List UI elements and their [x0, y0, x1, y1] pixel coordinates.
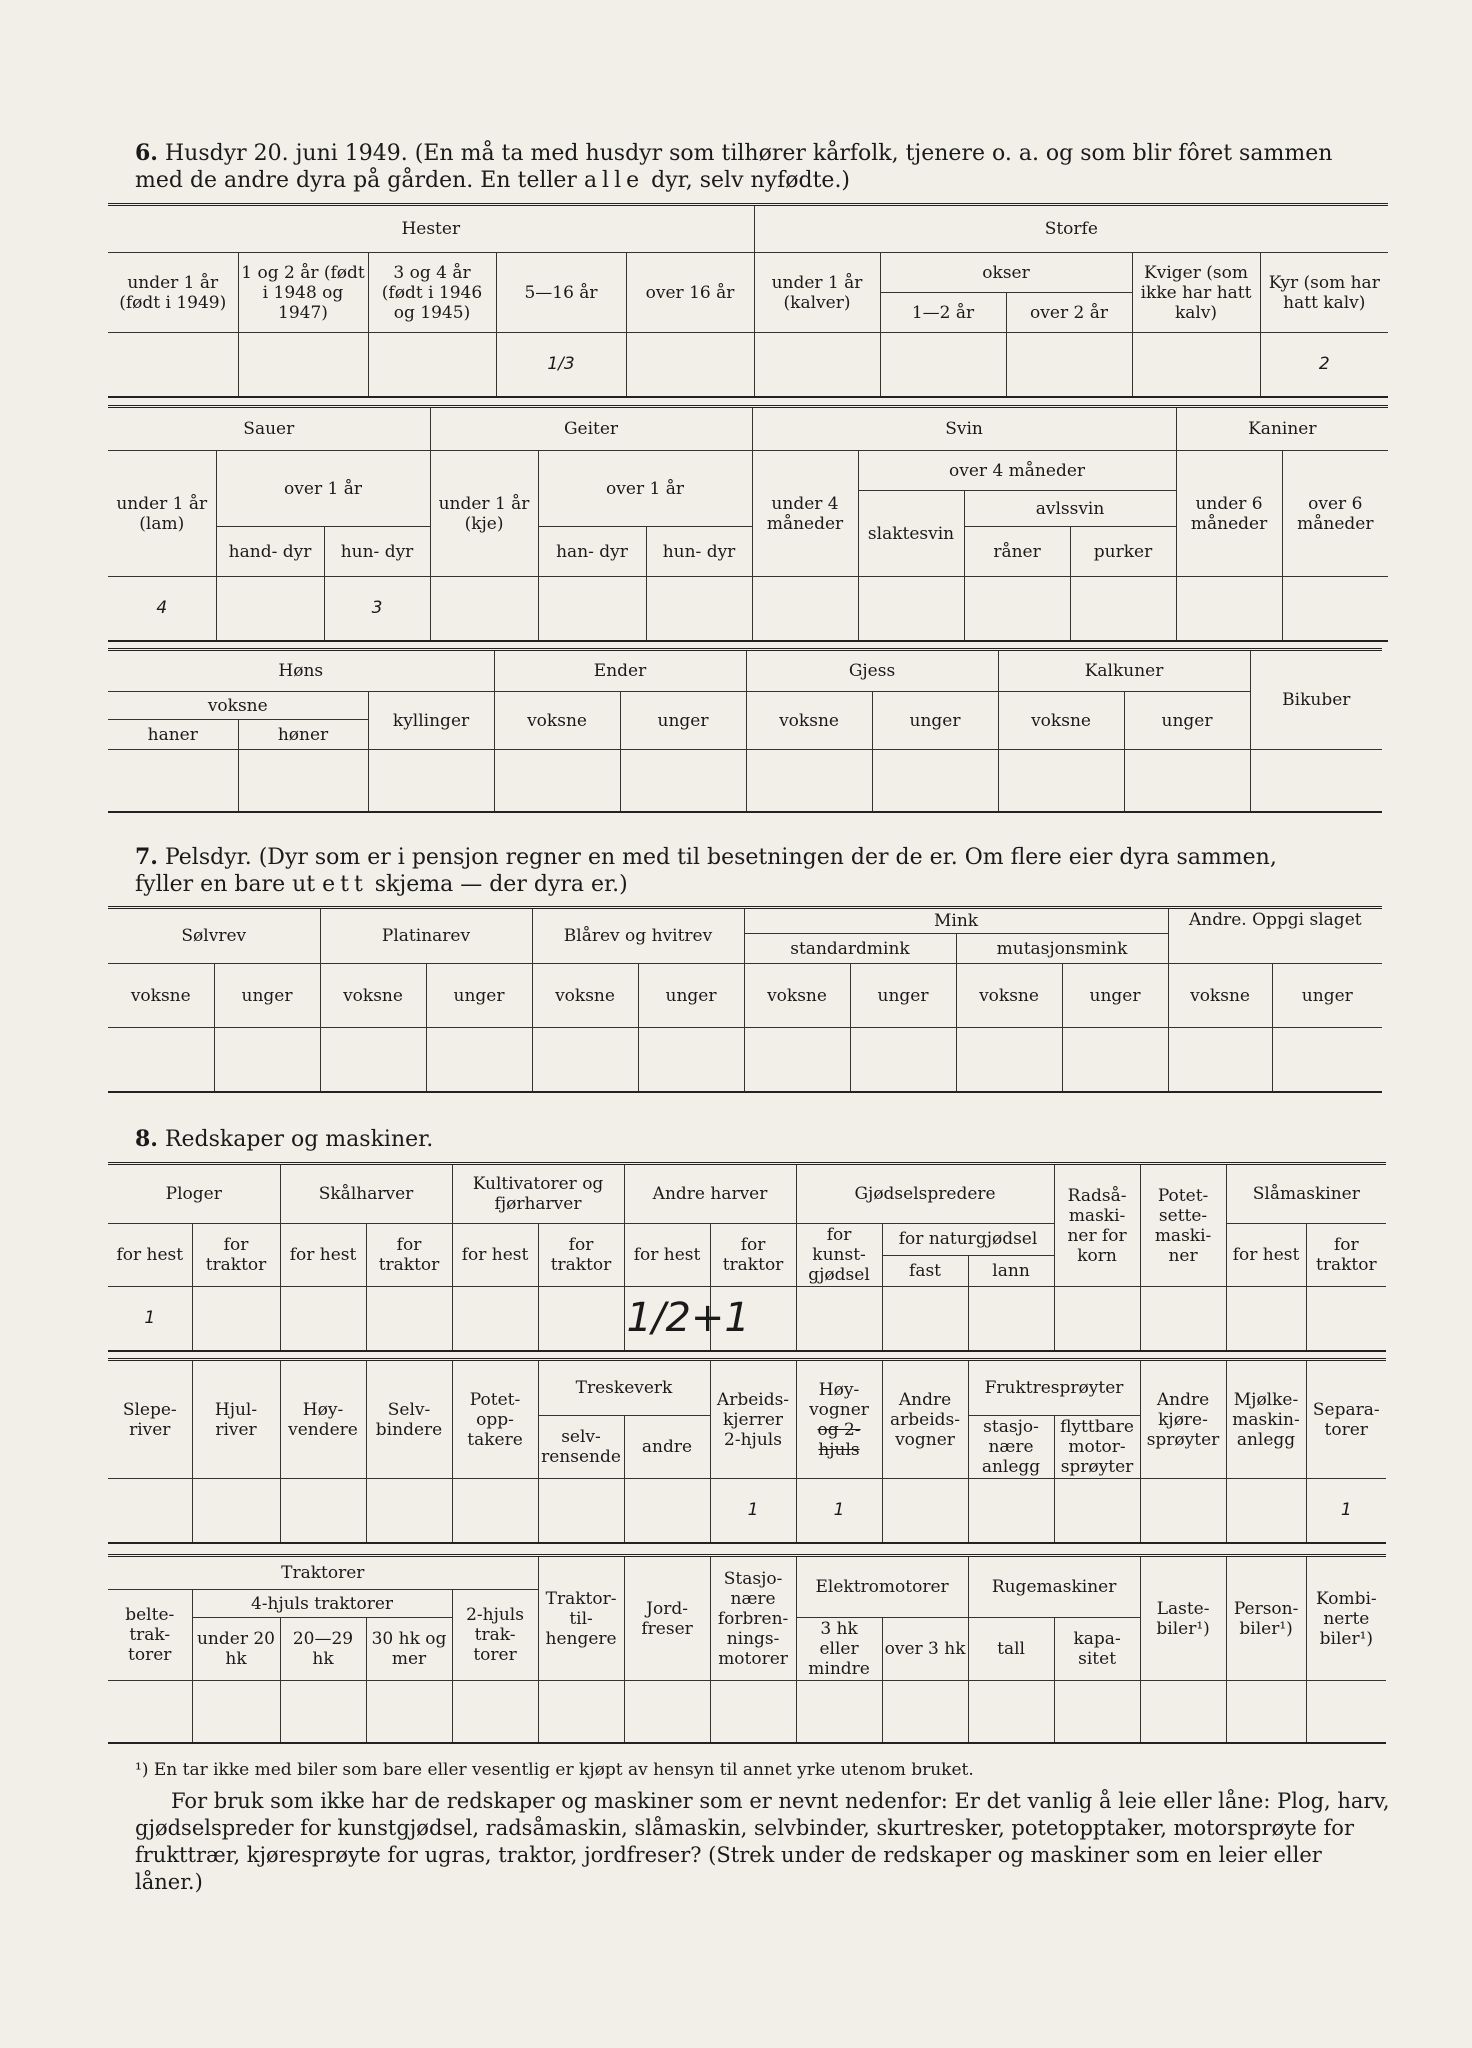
geiter-header: Geiter: [430, 407, 752, 451]
kalkuner-voksne-value[interactable]: [998, 750, 1124, 812]
hester-5-16-value[interactable]: 1/3: [496, 333, 626, 397]
andreh-hest: for hest: [624, 1224, 710, 1287]
kyr-value[interactable]: 2: [1260, 333, 1388, 397]
hons-header: Høns: [108, 650, 494, 692]
rugemaskiner-header: Rugemaskiner: [968, 1556, 1140, 1618]
tohjuls-header: 2-hjuls trak- torer: [452, 1590, 538, 1681]
svin-over4: over 4 måneder: [858, 451, 1176, 491]
mutasjonsmink-unger-value[interactable]: [1062, 1028, 1168, 1092]
andre-harver-header: Andre harver: [624, 1164, 796, 1224]
skal-hest-value[interactable]: [280, 1287, 366, 1351]
gjod-lann-value[interactable]: [968, 1287, 1054, 1351]
skal-traktor-value[interactable]: [366, 1287, 452, 1351]
elektro-over3-value[interactable]: [882, 1681, 968, 1743]
section-7-title: [135, 844, 1385, 898]
section-6-line2a: med de andre dyra på gården. En teller: [135, 168, 584, 193]
section-8-title: [135, 1126, 1385, 1153]
solvrev-voksne: voksne: [108, 964, 214, 1028]
kjore-value[interactable]: [1140, 1479, 1226, 1543]
gjod-kunst-value[interactable]: [796, 1287, 882, 1351]
ender-voksne-value[interactable]: [494, 750, 620, 812]
table-redskaper-2: [108, 1358, 1386, 1544]
table-sauer-geiter-svin: [108, 405, 1388, 642]
slamaskiner-header: Slåmaskiner: [1226, 1164, 1386, 1224]
gjess-voksne: voksne: [746, 692, 872, 750]
kalkuner-voksne: voksne: [998, 692, 1124, 750]
skal-hest: for hest: [280, 1224, 366, 1287]
sla-hest-value[interactable]: [1226, 1287, 1306, 1351]
svin-raner: råner: [964, 527, 1070, 577]
gjodselspredere-header: Gjødselspredere: [796, 1164, 1054, 1224]
section-6-number: 6.: [135, 140, 158, 166]
ender-unger: unger: [620, 692, 746, 750]
sauer-handyr: hand- dyr: [216, 527, 324, 577]
tresk-selvr-value[interactable]: [538, 1479, 624, 1543]
kult-hest: for hest: [452, 1224, 538, 1287]
hoyvogner-header: [796, 1360, 882, 1479]
kult-traktor: for traktor: [538, 1224, 624, 1287]
hester-1og2: 1 og 2 år (født i 1948 og 1947): [238, 253, 368, 333]
standardmink-voksne: voksne: [744, 964, 850, 1028]
table-hester-storfe: [108, 203, 1388, 398]
kyllinger-value[interactable]: [368, 750, 494, 812]
instructions-paragraph: For bruk som ikke har de redskaper og maskiner som er nevnt nedenfor: Er det vanlig å leie eller låne: Plog, harv, gjødselspreder for kunstgjødsel, radsåmaskin, slåmaskin, selvbinder, skurtresker, potetopptaker, motorsprøyte for frukttrær, kjøresprøyte for ugras, traktor, jordfreser? (Strek under de redskaper og maskiner som en leier eller låner.): [135, 1789, 1390, 1894]
sauer-hundyr-value[interactable]: 3: [324, 577, 430, 641]
tohjuls-value[interactable]: [452, 1681, 538, 1743]
traktorer-header: Traktorer: [108, 1556, 538, 1590]
elektro-3hk: 3 hk eller mindre: [796, 1618, 882, 1681]
tresk-andre: andre: [624, 1416, 710, 1479]
gjod-fast-value[interactable]: [882, 1287, 968, 1351]
frukt-header: Fruktresprøyter: [968, 1360, 1140, 1416]
platinarev-unger: unger: [426, 964, 532, 1028]
treskeverk-header: Treskeverk: [538, 1360, 710, 1416]
section-7-number: 7.: [135, 844, 158, 870]
storfe-kviger: Kviger (som ikke har hatt kalv): [1132, 253, 1260, 333]
section-6-title: [135, 140, 1385, 194]
hester-1og2-value[interactable]: [238, 333, 368, 397]
kaniner-over6: over 6 måneder: [1282, 451, 1388, 577]
hons-honer: høner: [238, 720, 368, 750]
ploger-traktor: for traktor: [192, 1224, 280, 1287]
platinarev-unger-value[interactable]: [426, 1028, 532, 1092]
svin-purker: purker: [1070, 527, 1176, 577]
personbiler-header: Person- biler¹): [1226, 1556, 1306, 1681]
geiter-handyr: han- dyr: [538, 527, 646, 577]
mutasjonsmink-header: mutasjonsmink: [956, 934, 1168, 964]
section-7-line1: Pelsdyr. (Dyr som er i pensjon regner en med til besetningen der de er. Om flere eier dyra sammen,: [164, 845, 1277, 870]
hester-5-16: 5—16 år: [496, 253, 626, 333]
hons-voksne: voksne: [108, 692, 368, 720]
sla-hest: for hest: [1226, 1224, 1306, 1287]
hester-over16-value[interactable]: [626, 333, 754, 397]
ploger-header: Ploger: [108, 1164, 280, 1224]
geiter-hundyr-value[interactable]: [646, 577, 752, 641]
separatorer-header: Separa- torer: [1306, 1360, 1386, 1479]
platinarev-voksne-value[interactable]: [320, 1028, 426, 1092]
radsa-value[interactable]: [1054, 1287, 1140, 1351]
potetopptakere-value[interactable]: [452, 1479, 538, 1543]
okser-over2-value[interactable]: [1006, 333, 1132, 397]
honer-value[interactable]: [238, 750, 368, 812]
jordfreser-value[interactable]: [624, 1681, 710, 1743]
standardmink-unger-value[interactable]: [850, 1028, 956, 1092]
gjod-kunst: for kunst- gjødsel: [796, 1224, 882, 1287]
okser-1-2-value[interactable]: [880, 333, 1006, 397]
haner-value[interactable]: [108, 750, 238, 812]
sauer-header: Sauer: [108, 407, 430, 451]
section-6-line2c: dyr, selv nyfødte.): [644, 168, 851, 193]
sauer-over1: over 1 år: [216, 451, 430, 527]
hester-3og4-value[interactable]: [368, 333, 496, 397]
section-6-line2b: alle: [583, 168, 645, 193]
mutasjonsmink-unger: unger: [1062, 964, 1168, 1028]
kviger-value[interactable]: [1132, 333, 1260, 397]
geiter-handyr-value[interactable]: [538, 577, 646, 641]
hester-under1-value[interactable]: [108, 333, 238, 397]
kjoresproyter-header: Andre kjøre- sprøyter: [1140, 1360, 1226, 1479]
ruge-tall-value[interactable]: [968, 1681, 1054, 1743]
andre-unger-value[interactable]: [1272, 1028, 1382, 1092]
table-fjorfe: [108, 648, 1382, 813]
potetsettemaskiner-header: Potet- sette- maski- ner: [1140, 1164, 1226, 1287]
kaniner-under6-value[interactable]: [1176, 577, 1282, 641]
hester-under1: under 1 år (født i 1949): [108, 253, 238, 333]
ender-header: Ender: [494, 650, 746, 692]
sauer-hundyr: hun- dyr: [324, 527, 430, 577]
kaniner-header: Kaniner: [1176, 407, 1388, 451]
gjess-voksne-value[interactable]: [746, 750, 872, 812]
table-pelsdyr: [108, 906, 1382, 1093]
footnote: ¹) En tar ikke med biler som bare eller vesentlig er kjøpt av hensyn til annet yrke utenom bruket.: [135, 1760, 974, 1780]
standardmink-unger: unger: [850, 964, 956, 1028]
belte-value[interactable]: [108, 1681, 192, 1743]
kombinertebiler-header: Kombi- nerte biler¹): [1306, 1556, 1386, 1681]
gjod-fast: fast: [882, 1255, 968, 1287]
geiter-under1: under 1 år (kje): [430, 451, 538, 577]
tresk-andre-value[interactable]: [624, 1479, 710, 1543]
fire-20-29: 20—29 hk: [280, 1618, 366, 1681]
storfe-kyr: Kyr (som har hatt kalv): [1260, 253, 1388, 333]
table-traktorer: [108, 1554, 1386, 1744]
solvrev-voksne-value[interactable]: [108, 1028, 214, 1092]
sauer-under1-value[interactable]: 4: [108, 577, 216, 641]
svin-under4-value[interactable]: [752, 577, 858, 641]
separatorer-value[interactable]: 1: [1306, 1479, 1386, 1543]
section-7-line2c: skjema — der dyra er.): [367, 872, 628, 897]
skalharver-header: Skålharver: [280, 1164, 452, 1224]
storfe-header: Storfe: [754, 205, 1388, 253]
svin-purker-value[interactable]: [1070, 577, 1176, 641]
kombinerte-value[interactable]: [1306, 1681, 1386, 1743]
svin-slaktesvin: slaktesvin: [858, 491, 964, 577]
solvrev-unger-value[interactable]: [214, 1028, 320, 1092]
svin-header: Svin: [752, 407, 1176, 451]
ruge-kapasitet: kapa- sitet: [1054, 1618, 1140, 1681]
sla-traktor: for traktor: [1306, 1224, 1386, 1287]
kaniner-under6: under 6 måneder: [1176, 451, 1282, 577]
hjul-value[interactable]: [192, 1479, 280, 1543]
section-8-number: 8.: [135, 1126, 158, 1152]
lastebiler-value[interactable]: [1140, 1681, 1226, 1743]
potet-value[interactable]: [1140, 1287, 1226, 1351]
andre-arbeidsvogner-value[interactable]: [882, 1479, 968, 1543]
hester-3og4: 3 og 4 år (født i 1946 og 1945): [368, 253, 496, 333]
sauer-under1: under 1 år (lam): [108, 451, 216, 577]
hoyvendere-header: Høy- vendere: [280, 1360, 366, 1479]
platinarev-header: Platinarev: [320, 908, 532, 964]
ruge-kap-value[interactable]: [1054, 1681, 1140, 1743]
fire-under20: under 20 hk: [192, 1618, 280, 1681]
mjolkemaskin-header: Mjølke- maskin- anlegg: [1226, 1360, 1306, 1479]
elektro-over3: over 3 hk: [882, 1618, 968, 1681]
traktortilhengere-header: Traktor- til- hengere: [538, 1556, 624, 1681]
beltetraktorer-header: belte- trak- torer: [108, 1590, 192, 1681]
firehjuls-header: 4-hjuls traktorer: [192, 1590, 452, 1618]
hjul-header: Hjul- river: [192, 1360, 280, 1479]
frukt-flytt-value[interactable]: [1054, 1479, 1140, 1543]
bikuber-header: Bikuber: [1250, 650, 1382, 750]
hons-kyllinger: kyllinger: [368, 692, 494, 750]
frukt-flyttbare: flyttbare motor- sprøyter: [1054, 1416, 1140, 1479]
hester-over16: over 16 år: [626, 253, 754, 333]
kaniner-over6-value[interactable]: [1282, 577, 1388, 641]
andre-voksne: voksne: [1168, 964, 1272, 1028]
section-7-line2a: fyller en bare ut: [135, 872, 323, 897]
arbeidskjerrer-header: Arbeids- kjerrer 2-hjuls: [710, 1360, 796, 1479]
gjod-lann: lann: [968, 1255, 1054, 1287]
hoyvogner-value[interactable]: 1: [796, 1479, 882, 1543]
gjess-unger: unger: [872, 692, 998, 750]
svin-under4: under 4 måneder: [752, 451, 858, 577]
h30-value[interactable]: [366, 1681, 452, 1743]
hoyvendere-value[interactable]: [280, 1479, 366, 1543]
ploger-hest: for hest: [108, 1224, 192, 1287]
storfe-under1-value[interactable]: [754, 333, 880, 397]
elektromotorer-header: Elektromotorer: [796, 1556, 968, 1618]
andre-header: Andre. Oppgi slaget: [1168, 908, 1382, 964]
hons-haner: haner: [108, 720, 238, 750]
ender-voksne: voksne: [494, 692, 620, 750]
under20-value[interactable]: [192, 1681, 280, 1743]
blarev-voksne: voksne: [532, 964, 638, 1028]
kalkuner-unger: unger: [1124, 692, 1250, 750]
andreh-hest-value[interactable]: 1/2+1: [624, 1287, 710, 1351]
mjolke-value[interactable]: [1226, 1479, 1306, 1543]
ploger-hest-value[interactable]: 1: [108, 1287, 192, 1351]
kalkuner-header: Kalkuner: [998, 650, 1250, 692]
selvbindere-value[interactable]: [366, 1479, 452, 1543]
gjod-natur: for naturgjødsel: [882, 1224, 1054, 1256]
svin-raner-value[interactable]: [964, 577, 1070, 641]
h2029-value[interactable]: [280, 1681, 366, 1743]
platinarev-voksne: voksne: [320, 964, 426, 1028]
kalkuner-unger-value[interactable]: [1124, 750, 1250, 812]
gjess-unger-value[interactable]: [872, 750, 998, 812]
radsamaskiner-header: Radså- maski- ner for korn: [1054, 1164, 1140, 1287]
bikuber-value[interactable]: [1250, 750, 1382, 812]
mink-header: Mink: [744, 908, 1168, 934]
andreh-traktor: for traktor: [710, 1224, 796, 1287]
mutasjonsmink-voksne: voksne: [956, 964, 1062, 1028]
blarev-header: Blårev og hvitrev: [532, 908, 744, 964]
frukt-stasj-value[interactable]: [968, 1479, 1054, 1543]
geiter-hundyr: hun- dyr: [646, 527, 752, 577]
tilhengere-value[interactable]: [538, 1681, 624, 1743]
ploger-traktor-value[interactable]: [192, 1287, 280, 1351]
standardmink-header: standardmink: [744, 934, 956, 964]
geiter-under1-value[interactable]: [430, 577, 538, 641]
section-6-line1: Husdyr 20. juni 1949. (En må ta med husdyr som tilhører kårfolk, tjenere o. a. og som blir fôret sammen: [164, 141, 1333, 166]
skal-traktor: for traktor: [366, 1224, 452, 1287]
kultivatorer-header: Kultivatorer og fjørharver: [452, 1164, 624, 1224]
okser-1-2: 1—2 år: [880, 293, 1006, 333]
arbeidskjerrer-value[interactable]: 1: [710, 1479, 796, 1543]
tresk-selvrensende: selv- rensende: [538, 1416, 624, 1479]
stasjonaere-value[interactable]: [710, 1681, 796, 1743]
andre-unger: unger: [1272, 964, 1382, 1028]
hoyvogner-label: Høy- vogner: [809, 1379, 869, 1420]
lastebiler-header: Laste- biler¹): [1140, 1556, 1226, 1681]
mutasjonsmink-voksne-value[interactable]: [956, 1028, 1062, 1092]
slepe-header: Slepe- river: [108, 1360, 192, 1479]
geiter-over1: over 1 år: [538, 451, 752, 527]
sauer-handyr-value[interactable]: [216, 577, 324, 641]
slepe-value[interactable]: [108, 1479, 192, 1543]
frukt-stasjonaere: stasjo- nære anlegg: [968, 1416, 1054, 1479]
svin-avlssvin: avlssvin: [964, 491, 1176, 527]
kult-hest-value[interactable]: [452, 1287, 538, 1351]
table-redskaper-1: [108, 1162, 1386, 1352]
sla-traktor-value[interactable]: [1306, 1287, 1386, 1351]
ruge-tall: tall: [968, 1618, 1054, 1681]
potetopptakere-header: Potet- opp- takere: [452, 1360, 538, 1479]
svin-slaktesvin-value[interactable]: [858, 577, 964, 641]
standardmink-voksne-value[interactable]: [744, 1028, 850, 1092]
hester-header: Hester: [108, 205, 754, 253]
hoyvogner-struck: og 2-hjuls: [817, 1419, 861, 1460]
andre-voksne-value[interactable]: [1168, 1028, 1272, 1092]
elektro-3-value[interactable]: [796, 1681, 882, 1743]
jordfreser-header: Jord- freser: [624, 1556, 710, 1681]
gjess-header: Gjess: [746, 650, 998, 692]
solvrev-header: Sølvrev: [108, 908, 320, 964]
section-8-text: Redskaper og maskiner.: [164, 1127, 434, 1152]
stasjonaere-motorer-header: Stasjo- nære forbren- nings- motorer: [710, 1556, 796, 1681]
okser-over2: over 2 år: [1006, 293, 1132, 333]
blarev-unger: unger: [638, 964, 744, 1028]
ender-unger-value[interactable]: [620, 750, 746, 812]
andre-arbeidsvogner-header: Andre arbeids- vogner: [882, 1360, 968, 1479]
personbiler-value[interactable]: [1226, 1681, 1306, 1743]
storfe-under1: under 1 år (kalver): [754, 253, 880, 333]
fire-30: 30 hk og mer: [366, 1618, 452, 1681]
solvrev-unger: unger: [214, 964, 320, 1028]
kult-traktor-value[interactable]: [538, 1287, 624, 1351]
blarev-unger-value[interactable]: [638, 1028, 744, 1092]
section-7-line2b: ett: [322, 872, 368, 897]
selvbindere-header: Selv- bindere: [366, 1360, 452, 1479]
storfe-okser: okser: [880, 253, 1132, 293]
blarev-voksne-value[interactable]: [532, 1028, 638, 1092]
